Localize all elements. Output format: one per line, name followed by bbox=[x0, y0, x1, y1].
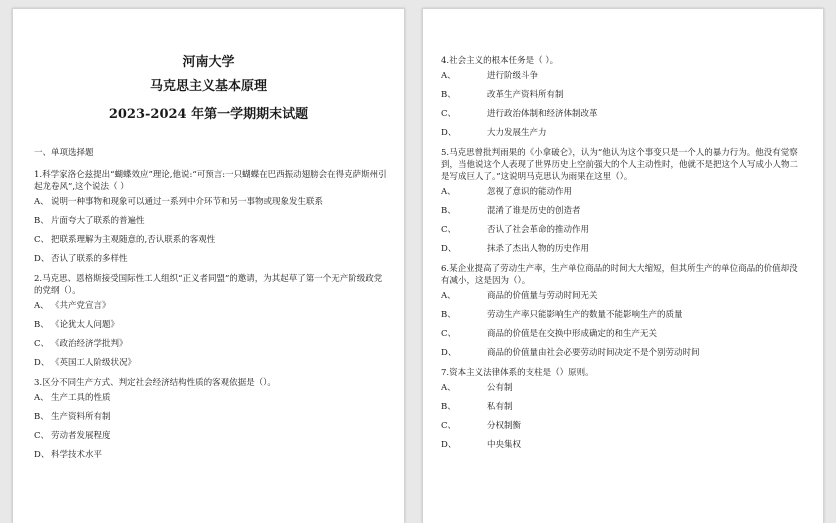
option-key: D、 bbox=[441, 348, 457, 358]
option-key: A、 bbox=[441, 187, 456, 197]
option-d bbox=[441, 240, 803, 259]
school-title: 河南大学 bbox=[182, 55, 235, 70]
option-key: D、 bbox=[34, 358, 50, 368]
option-text: 否认了社会革命的推动作用 bbox=[487, 225, 590, 235]
question-2 bbox=[34, 273, 390, 373]
option-a bbox=[34, 297, 390, 316]
question-4 bbox=[441, 55, 803, 143]
option-key: B、 bbox=[34, 216, 49, 226]
option-text: 科学技术水平 bbox=[51, 450, 103, 460]
option-b bbox=[34, 316, 390, 335]
option-c bbox=[34, 427, 390, 446]
option-text: 进行政治体制和经济体制改革 bbox=[487, 109, 598, 119]
option-c bbox=[441, 105, 803, 124]
option-key: B、 bbox=[441, 90, 456, 100]
option-d bbox=[34, 354, 390, 373]
option-text: 中央集权 bbox=[487, 440, 522, 450]
option-key: C、 bbox=[441, 421, 457, 431]
option-key: D、 bbox=[441, 440, 457, 450]
option-text: 《政治经济学批判》 bbox=[51, 339, 128, 349]
option-a bbox=[441, 67, 803, 86]
question-stem: 6.某企业提高了劳动生产率，生产单位商品的时间大大缩短，但其所生产的单位商品的价值却没有减小，这是因为（）。 bbox=[441, 264, 798, 286]
option-key: A、 bbox=[34, 197, 49, 207]
option-text: 商品的价值量由社会必要劳动时间决定不是个别劳动时间 bbox=[487, 348, 700, 358]
page-1 bbox=[12, 8, 405, 523]
option-d bbox=[441, 124, 803, 143]
option-key: C、 bbox=[34, 339, 50, 349]
option-d bbox=[34, 446, 390, 465]
question-stem: 7.资本主义法律体系的支柱是（）原则。 bbox=[441, 368, 594, 378]
exam-title: 2023-2024 年第一学期期末试题 bbox=[108, 107, 309, 122]
option-text: 进行阶级斗争 bbox=[487, 71, 539, 81]
option-d bbox=[441, 344, 803, 363]
option-d bbox=[34, 250, 390, 269]
option-a bbox=[441, 287, 803, 306]
option-b bbox=[441, 86, 803, 105]
option-key: B、 bbox=[34, 412, 49, 422]
option-a bbox=[34, 193, 390, 212]
question-stem: 2.马克思、恩格斯接受国际性工人组织“正义者同盟”的邀请，为其起草了第一个无产阶级政党的党纲（）。 bbox=[34, 274, 383, 296]
option-text: 生产工具的性质 bbox=[51, 393, 111, 403]
option-key: C、 bbox=[34, 431, 50, 441]
option-key: C、 bbox=[34, 235, 50, 245]
section-heading: 一、单项选择题 bbox=[34, 148, 94, 158]
option-key: A、 bbox=[441, 383, 456, 393]
option-text: 商品的价值是在交换中形成确定的和生产无关 bbox=[487, 329, 658, 339]
option-key: C、 bbox=[441, 329, 457, 339]
option-key: B、 bbox=[441, 402, 456, 412]
option-c bbox=[441, 325, 803, 344]
option-text: 商品的价值量与劳动时间无关 bbox=[487, 291, 598, 301]
option-text: 说明一种事物和现象可以通过一系列中介环节和另一事物或现象发生联系 bbox=[51, 197, 324, 207]
option-b bbox=[441, 202, 803, 221]
option-text: 分权制衡 bbox=[487, 421, 522, 431]
question-5 bbox=[441, 147, 803, 259]
course-title: 马克思主义基本原理 bbox=[149, 79, 267, 94]
option-key: A、 bbox=[441, 71, 456, 81]
option-a bbox=[441, 183, 803, 202]
option-a bbox=[441, 379, 803, 398]
option-text: 把联系理解为主观随意的,否认联系的客观性 bbox=[51, 235, 216, 245]
option-text: 《论犹太人问题》 bbox=[51, 320, 120, 330]
option-key: D、 bbox=[34, 254, 50, 264]
question-stem: 5.马克思曾批判雨果的《小拿破仑》，认为“他认为这个事变只是一个人的暴力行为。他没有觉察到，当他说这个人表现了世界历史上空前强大的个人主动性时，他就不是把这个人写成小人物二是写成巨人了。”这说明马克思认为雨果在这里（）。 bbox=[441, 148, 799, 182]
option-text: 忽视了意识的能动作用 bbox=[487, 187, 573, 197]
option-text: 公有制 bbox=[487, 383, 513, 393]
option-text: 大力发展生产力 bbox=[487, 128, 547, 138]
option-text: 《共产党宣言》 bbox=[51, 301, 111, 311]
option-key: A、 bbox=[34, 301, 49, 311]
option-d bbox=[441, 436, 803, 455]
option-key: C、 bbox=[441, 225, 457, 235]
question-stem: 4.社会主义的根本任务是（ ）。 bbox=[441, 56, 559, 66]
option-c bbox=[34, 335, 390, 354]
option-key: D、 bbox=[34, 450, 50, 460]
question-stem: 3.区分不同生产方式、判定社会经济结构性质的客观依据是（）。 bbox=[34, 378, 276, 388]
question-3 bbox=[34, 377, 390, 465]
question-1 bbox=[34, 169, 390, 269]
option-b bbox=[34, 408, 390, 427]
option-key: A、 bbox=[34, 393, 49, 403]
option-c bbox=[441, 221, 803, 240]
option-a bbox=[34, 389, 390, 408]
option-key: B、 bbox=[34, 320, 49, 330]
option-key: A、 bbox=[441, 291, 456, 301]
option-text: 混淆了谁是历史的创造者 bbox=[487, 206, 581, 216]
option-text: 私有制 bbox=[487, 402, 513, 412]
option-key: C、 bbox=[441, 109, 457, 119]
option-text: 否认了联系的多样性 bbox=[51, 254, 128, 264]
option-key: B、 bbox=[441, 310, 456, 320]
option-text: 劳动者发展程度 bbox=[51, 431, 111, 441]
question-7 bbox=[441, 367, 803, 455]
option-text: 《英国工人阶级状况》 bbox=[51, 358, 137, 368]
question-6 bbox=[441, 263, 803, 363]
question-stem: 1.科学家洛仑兹提出“蝴蝶效应”理论,他说:“可预言:一只蝴蝶在巴西振动翅膀会在得克萨斯州引起龙卷风”,这个说法（ ） bbox=[34, 170, 387, 192]
option-b bbox=[34, 212, 390, 231]
option-key: B、 bbox=[441, 206, 456, 216]
option-b bbox=[441, 306, 803, 325]
option-b bbox=[441, 398, 803, 417]
option-text: 改革生产资料所有制 bbox=[487, 90, 564, 100]
page-2 bbox=[422, 8, 824, 523]
option-text: 劳动生产率只能影响生产的数量不能影响生产的质量 bbox=[487, 310, 683, 320]
option-key: D、 bbox=[441, 128, 457, 138]
option-text: 抹杀了杰出人物的历史作用 bbox=[487, 244, 590, 254]
option-text: 生产资料所有制 bbox=[51, 412, 111, 422]
option-c bbox=[34, 231, 390, 250]
option-text: 片面夸大了联系的普遍性 bbox=[51, 216, 145, 226]
option-c bbox=[441, 417, 803, 436]
option-key: D、 bbox=[441, 244, 457, 254]
